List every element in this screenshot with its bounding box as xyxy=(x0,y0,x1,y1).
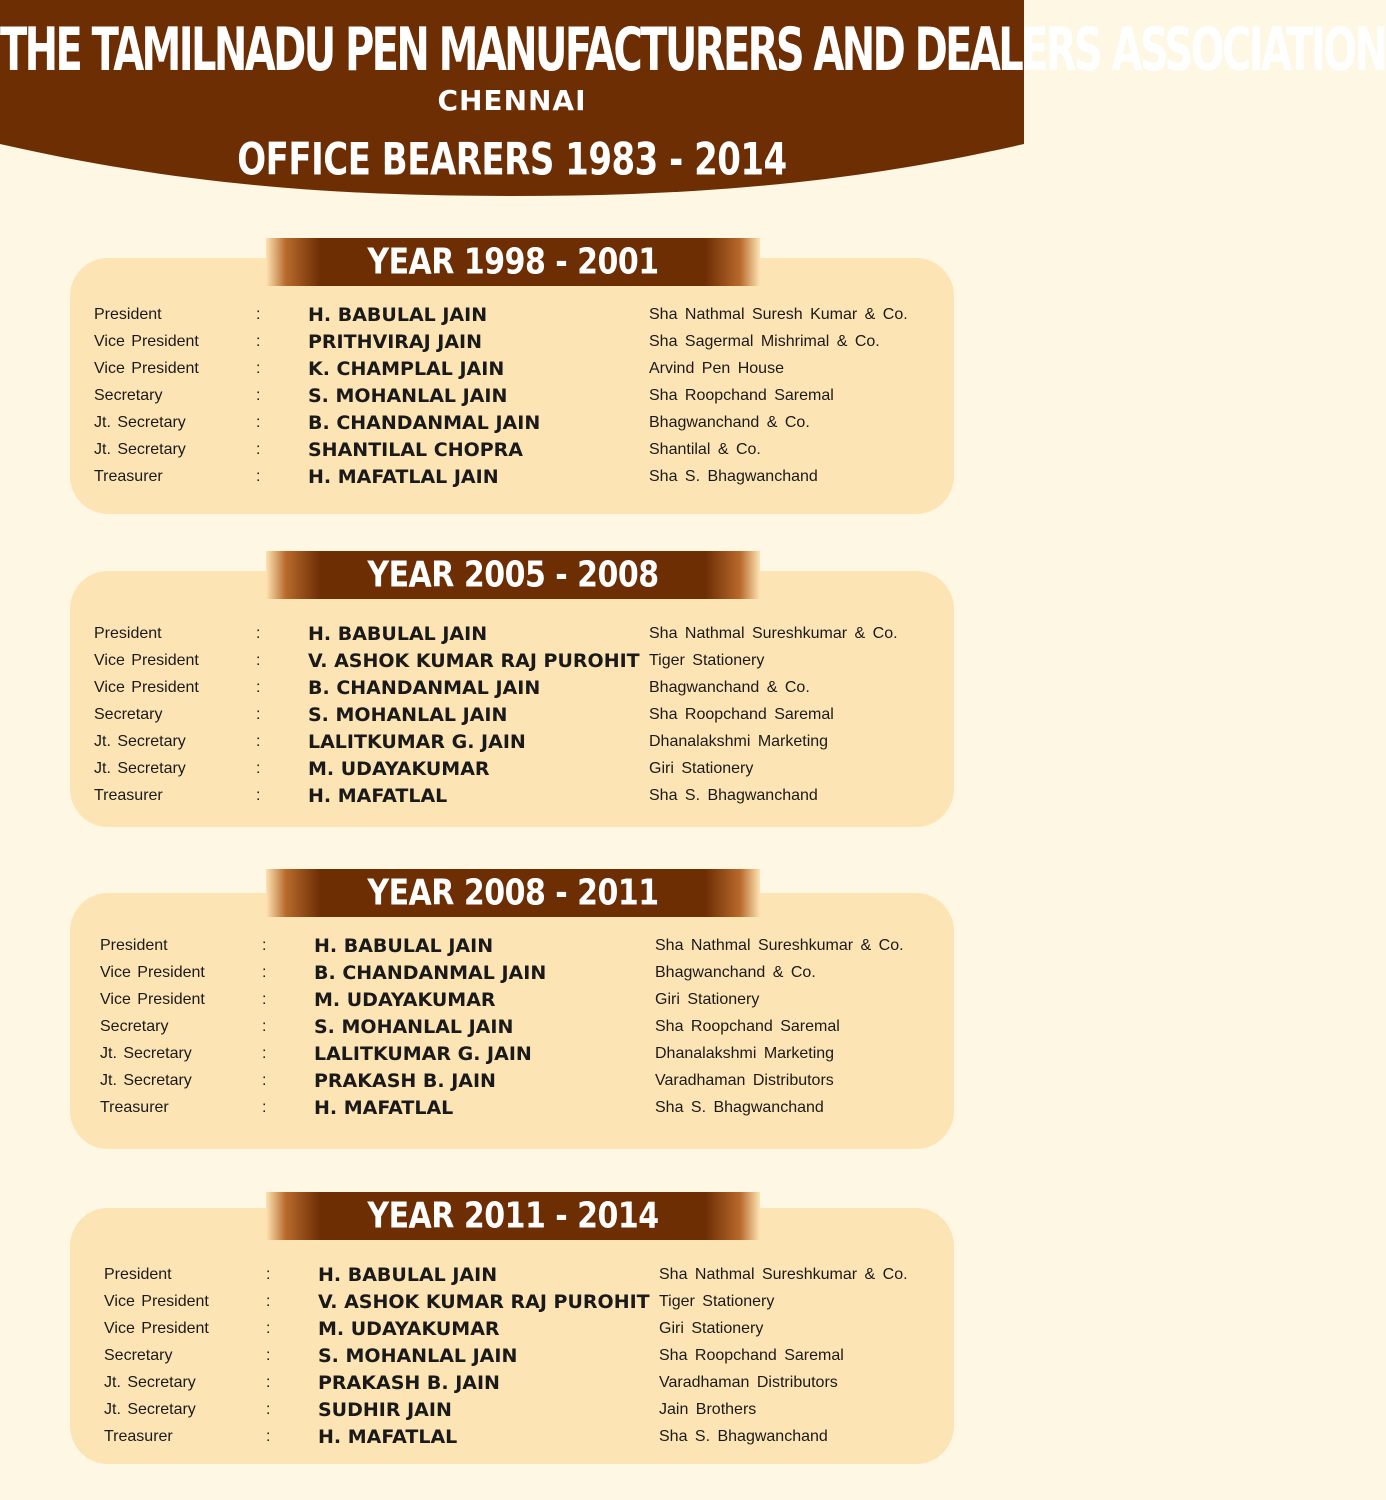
firm-name: Sha S. Bhagwanchand xyxy=(655,1099,824,1116)
firm-name: Sha S. Bhagwanchand xyxy=(649,787,818,804)
separator: : xyxy=(262,991,267,1008)
firm-name: Sha Nathmal Sureshkumar & Co. xyxy=(659,1266,908,1283)
bearer-row xyxy=(70,331,954,358)
firm-name: Varadhaman Distributors xyxy=(659,1374,838,1391)
bearer-row xyxy=(80,1399,964,1426)
bearer-row xyxy=(80,1291,964,1318)
firm-name: Giri Stationery xyxy=(659,1320,764,1337)
separator: : xyxy=(256,306,261,323)
bearer-name: LALITKUMAR G. JAIN xyxy=(314,1043,532,1065)
year-banner xyxy=(266,1192,760,1240)
bearer-row xyxy=(70,385,954,412)
bearer-name: K. CHAMPLAL JAIN xyxy=(308,358,505,380)
role-label: President xyxy=(104,1266,172,1283)
year-label: YEAR 2005 - 2008 xyxy=(367,554,659,596)
role-label: Vice President xyxy=(94,360,199,377)
office-bearers-heading: OFFICE BEARERS 1983 - 2014 xyxy=(237,134,787,186)
role-label: Vice President xyxy=(104,1320,209,1337)
bearer-list xyxy=(80,1264,964,1453)
bearer-name: SHANTILAL CHOPRA xyxy=(308,439,524,461)
bearer-row xyxy=(70,304,954,331)
role-label: Treasurer xyxy=(104,1428,173,1445)
separator: : xyxy=(266,1266,271,1283)
separator: : xyxy=(256,760,261,777)
bearer-name: H. BABULAL JAIN xyxy=(308,623,488,645)
bearer-name: H. MAFATLAL xyxy=(308,785,448,807)
role-label: Vice President xyxy=(104,1293,209,1310)
firm-name: Giri Stationery xyxy=(649,760,754,777)
bearer-name: H. MAFATLAL JAIN xyxy=(308,466,499,488)
firm-name: Varadhaman Distributors xyxy=(655,1072,834,1089)
bearer-row xyxy=(70,785,954,812)
firm-name: Giri Stationery xyxy=(655,991,760,1008)
bearer-list xyxy=(76,935,960,1124)
role-label: Secretary xyxy=(100,1018,169,1035)
separator: : xyxy=(262,1099,267,1116)
role-label: Treasurer xyxy=(100,1099,169,1116)
association-title: THE TAMILNADU PEN MANUFACTURERS AND DEALERS ASSOCIATION xyxy=(0,16,1386,85)
bearer-row xyxy=(70,623,954,650)
year-banner xyxy=(266,551,760,599)
separator: : xyxy=(266,1374,271,1391)
separator: : xyxy=(262,937,267,954)
separator: : xyxy=(266,1320,271,1337)
bearer-row xyxy=(70,466,954,493)
separator: : xyxy=(256,387,261,404)
bearer-row xyxy=(76,1043,960,1070)
bearer-name: M. UDAYAKUMAR xyxy=(318,1318,500,1340)
firm-name: Sha Nathmal Sureshkumar & Co. xyxy=(649,625,898,642)
bearer-row xyxy=(76,1097,960,1124)
separator: : xyxy=(262,1072,267,1089)
separator: : xyxy=(262,1045,267,1062)
role-label: Treasurer xyxy=(94,468,163,485)
bearer-row xyxy=(76,935,960,962)
bearer-row xyxy=(80,1372,964,1399)
bearer-name: LALITKUMAR G. JAIN xyxy=(308,731,526,753)
firm-name: Tiger Stationery xyxy=(649,652,765,669)
firm-name: Sha Roopchand Saremal xyxy=(659,1347,844,1364)
bearer-row xyxy=(70,650,954,677)
bearer-name: V. ASHOK KUMAR RAJ PUROHIT xyxy=(318,1291,650,1313)
role-label: Vice President xyxy=(94,679,199,696)
bearer-name: PRITHVIRAJ JAIN xyxy=(308,331,483,353)
bearer-name: S. MOHANLAL JAIN xyxy=(314,1016,514,1038)
bearer-list xyxy=(70,623,954,812)
bearer-name: H. BABULAL JAIN xyxy=(314,935,494,957)
bearer-name: M. UDAYAKUMAR xyxy=(314,989,496,1011)
city-name: CHENNAI xyxy=(437,84,587,117)
role-label: Jt. Secretary xyxy=(100,1045,192,1062)
bearer-list xyxy=(70,304,954,493)
bearer-name: H. BABULAL JAIN xyxy=(318,1264,498,1286)
bearer-name: S. MOHANLAL JAIN xyxy=(318,1345,518,1367)
separator: : xyxy=(256,360,261,377)
firm-name: Shantilal & Co. xyxy=(649,441,761,458)
bearer-name: V. ASHOK KUMAR RAJ PUROHIT xyxy=(308,650,640,672)
bearer-row xyxy=(76,962,960,989)
year-label: YEAR 1998 - 2001 xyxy=(367,241,659,283)
role-label: Jt. Secretary xyxy=(94,760,186,777)
bearer-row xyxy=(80,1318,964,1345)
role-label: Jt. Secretary xyxy=(94,441,186,458)
firm-name: Arvind Pen House xyxy=(649,360,784,377)
separator: : xyxy=(256,706,261,723)
separator: : xyxy=(256,468,261,485)
separator: : xyxy=(266,1428,271,1445)
year-banner xyxy=(266,869,760,917)
firm-name: Sha S. Bhagwanchand xyxy=(659,1428,828,1445)
bearer-name: B. CHANDANMAL JAIN xyxy=(308,412,541,434)
bearer-row xyxy=(80,1264,964,1291)
bearer-row xyxy=(70,358,954,385)
role-label: Secretary xyxy=(94,387,163,404)
bearer-name: PRAKASH B. JAIN xyxy=(314,1070,496,1092)
separator: : xyxy=(256,679,261,696)
separator: : xyxy=(256,414,261,431)
role-label: Secretary xyxy=(104,1347,173,1364)
separator: : xyxy=(256,333,261,350)
bearer-row xyxy=(76,1070,960,1097)
separator: : xyxy=(256,441,261,458)
bearer-name: PRAKASH B. JAIN xyxy=(318,1372,500,1394)
year-label: YEAR 2008 - 2011 xyxy=(367,872,659,914)
year-banner xyxy=(266,238,760,286)
bearer-name: B. CHANDANMAL JAIN xyxy=(314,962,547,984)
firm-name: Sha Roopchand Saremal xyxy=(649,387,834,404)
firm-name: Sha S. Bhagwanchand xyxy=(649,468,818,485)
bearer-name: S. MOHANLAL JAIN xyxy=(308,385,508,407)
role-label: President xyxy=(100,937,168,954)
separator: : xyxy=(262,964,267,981)
firm-name: Jain Brothers xyxy=(659,1401,757,1418)
separator: : xyxy=(266,1293,271,1310)
separator: : xyxy=(256,625,261,642)
role-label: Vice President xyxy=(100,964,205,981)
firm-name: Sha Nathmal Sureshkumar & Co. xyxy=(655,937,904,954)
bearer-row xyxy=(80,1345,964,1372)
separator: : xyxy=(262,1018,267,1035)
firm-name: Sha Sagermal Mishrimal & Co. xyxy=(649,333,880,350)
bearer-row xyxy=(70,704,954,731)
bearer-row xyxy=(76,989,960,1016)
role-label: President xyxy=(94,625,162,642)
role-label: President xyxy=(94,306,162,323)
bearer-row xyxy=(70,677,954,704)
bearer-row xyxy=(70,439,954,466)
bearer-name: B. CHANDANMAL JAIN xyxy=(308,677,541,699)
role-label: Vice President xyxy=(94,652,199,669)
bearer-row xyxy=(80,1426,964,1453)
role-label: Vice President xyxy=(94,333,199,350)
role-label: Jt. Secretary xyxy=(94,733,186,750)
firm-name: Tiger Stationery xyxy=(659,1293,775,1310)
role-label: Vice President xyxy=(100,991,205,1008)
bearer-row xyxy=(70,731,954,758)
firm-name: Sha Nathmal Suresh Kumar & Co. xyxy=(649,306,908,323)
firm-name: Dhanalakshmi Marketing xyxy=(655,1045,835,1062)
firm-name: Sha Roopchand Saremal xyxy=(655,1018,840,1035)
firm-name: Dhanalakshmi Marketing xyxy=(649,733,829,750)
bearer-row xyxy=(70,412,954,439)
role-label: Jt. Secretary xyxy=(94,414,186,431)
separator: : xyxy=(266,1401,271,1418)
role-label: Jt. Secretary xyxy=(104,1374,196,1391)
separator: : xyxy=(256,733,261,750)
bearer-name: S. MOHANLAL JAIN xyxy=(308,704,508,726)
firm-name: Bhagwanchand & Co. xyxy=(649,679,810,696)
bearer-row xyxy=(70,758,954,785)
separator: : xyxy=(266,1347,271,1364)
firm-name: Bhagwanchand & Co. xyxy=(649,414,810,431)
year-label: YEAR 2011 - 2014 xyxy=(367,1195,659,1237)
bearer-name: H. BABULAL JAIN xyxy=(308,304,488,326)
role-label: Jt. Secretary xyxy=(100,1072,192,1089)
role-label: Treasurer xyxy=(94,787,163,804)
firm-name: Sha Roopchand Saremal xyxy=(649,706,834,723)
bearer-name: H. MAFATLAL xyxy=(314,1097,454,1119)
bearer-row xyxy=(76,1016,960,1043)
bearer-name: SUDHIR JAIN xyxy=(318,1399,452,1421)
bearer-name: H. MAFATLAL xyxy=(318,1426,458,1448)
bearer-name: M. UDAYAKUMAR xyxy=(308,758,490,780)
separator: : xyxy=(256,787,261,804)
firm-name: Bhagwanchand & Co. xyxy=(655,964,816,981)
separator: : xyxy=(256,652,261,669)
role-label: Secretary xyxy=(94,706,163,723)
role-label: Jt. Secretary xyxy=(104,1401,196,1418)
